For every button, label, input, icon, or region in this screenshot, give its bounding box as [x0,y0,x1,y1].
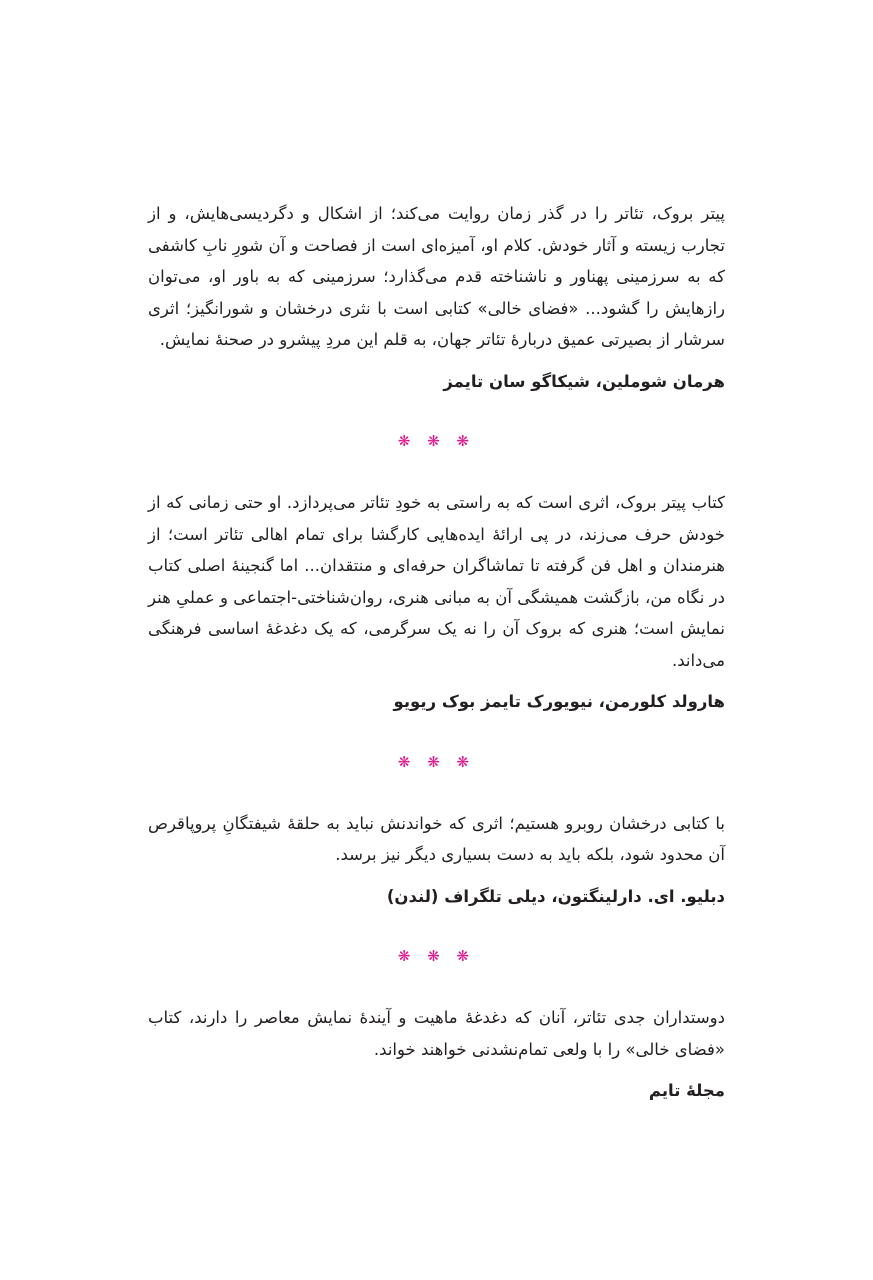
asterism-icon: ❋ ❋ ❋ [397,947,476,965]
review-text: دوستداران جدی تئاتر، آنان که دغدغهٔ ماهیت و آیندهٔ نمایش معاصر را دارند، کتاب «فضای خالی» را با ولعی تمام‌نشدنی خواهند خواند. [148,1008,725,1059]
review-1 [148,198,725,397]
review-4 [148,1002,725,1107]
review-2 [148,487,725,718]
review-3 [148,808,725,913]
ornament-divider [148,752,725,772]
reviews-section [148,198,725,1107]
review-source: دبلیو. ای. دارلینگتون، دیلی تلگراف (لندن) [386,886,725,906]
review-text: کتاب پیتر بروک، اثری است که به راستی به خودِ تئاتر می‌پردازد. او حتی زمانی که از خودش حرف می‌زند، در پی ارائهٔ ایده‌هایی کارگشا برای تمام اهالی تئاتر است؛ از هنرمندان و اهل فن گرفته تا تماشاگران حرفه‌ای و منتقدان... اما گنجینهٔ اصلی کتاب در نگاه من، بازگشت همیشگی آن به مبانی هنری، روان‌شناختی-اجتماعی و عملیِ هنر نمایش است؛ هنری که بروک آن را نه یک سرگرمی، که یک دغدغهٔ اساسی فرهنگی می‌داند. [148,493,725,670]
asterism-icon: ❋ ❋ ❋ [397,432,476,450]
review-text: پیتر بروک، تئاتر را در گذر زمان روایت می‌کند؛ از اشکال و دگردیسی‌هایش، و از تجارب زیسته و آثار خودش. کلام او، آمیزه‌ای است از فصاحت و آن شورِ نابِ کاشفی که به سرزمینی پهناور و ناشناخته قدم می‌گذارد؛ سرزمینی که به باور او، می‌توان رازهایش را گشود... «فضای خالی» کتابی است با نثری درخشان و شورانگیز؛ اثری سرشار از بصیرتی عمیق دربارهٔ تئاتر جهان، به قلم این مردِ پیشرو در صحنهٔ نمایش. [148,204,725,349]
ornament-divider [148,431,725,451]
asterism-icon: ❋ ❋ ❋ [397,752,476,771]
review-source: مجلهٔ تایم [648,1081,725,1100]
review-source: هرمان شوملین، شیکاگو سان تایمز [443,371,725,391]
review-source: هارولد کلورمن، نیویورک تایمز بوک ریویو [393,692,725,711]
review-text: با کتابی درخشان روبرو هستیم؛ اثری که خواندنش نباید به حلقهٔ شیفتگانِ پروپاقرص آن محدود شود، بلکه باید به دست بسیاری دیگر نیز برسد. [148,813,725,864]
ornament-divider [148,946,725,966]
